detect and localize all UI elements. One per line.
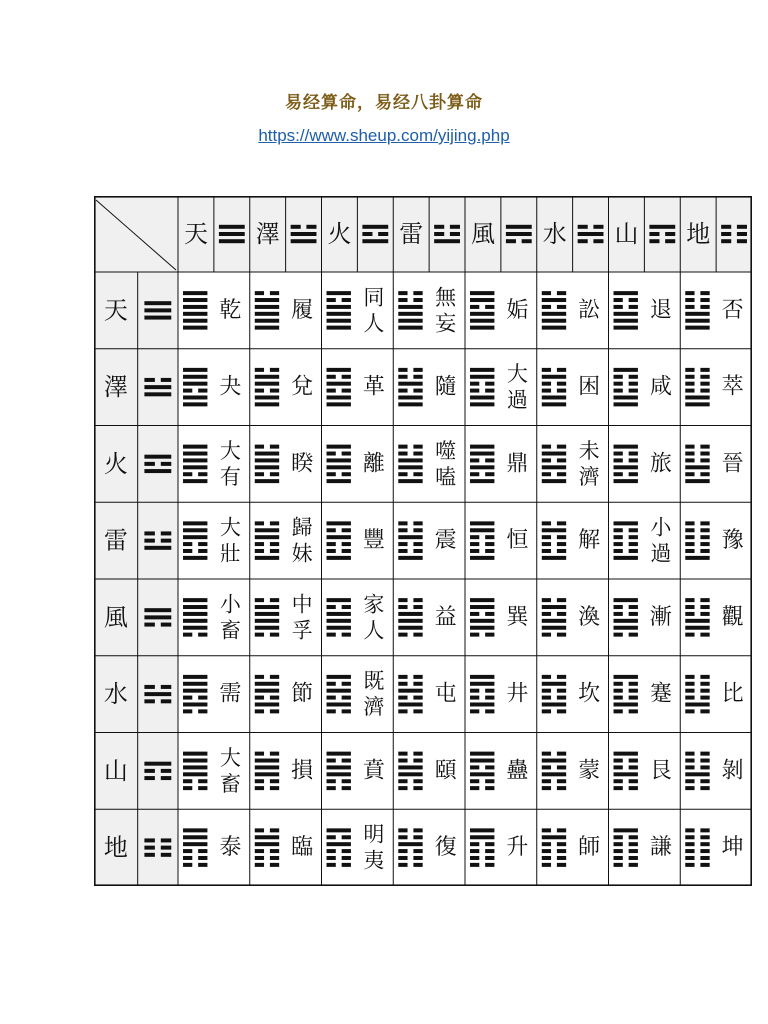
hexagram-icon (470, 598, 494, 637)
hexagram-icon (398, 828, 422, 867)
hexagram-name: 姤 (506, 297, 529, 323)
column-header-label: 地 (686, 220, 711, 248)
hexagram-icon (470, 675, 494, 714)
hexagram-name: 謙 (649, 835, 672, 861)
hexagram-icon (183, 598, 207, 637)
hexagram-name: 小過 (650, 515, 672, 566)
row-header-label: 地 (103, 833, 128, 862)
hexagram-icon (614, 598, 638, 637)
hexagram-icon (398, 368, 422, 407)
hexagram-icon (183, 521, 207, 560)
hexagram-name: 鼎 (506, 451, 529, 477)
hexagram-name: 剝 (721, 758, 744, 784)
hexagram-name: 困 (578, 374, 601, 400)
hexagram-name: 乾 (219, 297, 242, 323)
hexagram-icon (542, 828, 566, 867)
hexagram-name: 解 (578, 528, 601, 554)
row-header-label: 天 (103, 296, 128, 325)
hexagram-name: 大過 (506, 362, 528, 413)
hexagram-icon (470, 521, 494, 560)
hexagram-name: 坤 (721, 835, 744, 861)
hexagram-icon (255, 521, 279, 560)
row-trigram-icon (144, 301, 171, 319)
hexagram-icon (327, 675, 351, 714)
hexagram-name: 屯 (434, 681, 457, 707)
hexagram-name: 蹇 (649, 681, 672, 707)
hexagram-icon (183, 368, 207, 407)
source-url-link[interactable]: https://www.sheup.com/yijing.php (258, 126, 510, 145)
hexagram-icon (614, 368, 638, 407)
hexagram-name: 節 (291, 681, 314, 707)
hexagram-name: 無妄 (435, 285, 457, 336)
hexagram-icon (542, 598, 566, 637)
hexagram-icon (183, 828, 207, 867)
hexagram-name: 師 (578, 835, 601, 861)
hexagram-name: 升 (506, 835, 529, 861)
hexagram-icon (470, 752, 494, 791)
hexagram-icon (685, 521, 709, 560)
hexagram-name: 井 (506, 681, 529, 707)
hexagram-name: 艮 (649, 758, 672, 784)
hexagram-icon (542, 445, 566, 484)
hexagram-icon (685, 598, 709, 637)
hexagram-icon (614, 521, 638, 560)
row-header-label: 水 (103, 680, 128, 709)
hexagram-icon (398, 291, 422, 330)
hexagram-icon (542, 675, 566, 714)
hexagram-icon (327, 445, 351, 484)
hexagram-name: 大有 (219, 438, 241, 489)
hexagram-icon (327, 291, 351, 330)
hexagram-icon (542, 368, 566, 407)
hexagram-name: 家人 (363, 592, 385, 643)
hexagram-name: 觀 (721, 604, 744, 630)
hexagram-name: 夬 (219, 374, 242, 400)
hexagram-icon (183, 445, 207, 484)
hexagram-name: 恒 (506, 528, 529, 554)
hexagram-icon (327, 368, 351, 407)
hexagram-icon (255, 752, 279, 791)
hexagram-name: 大畜 (219, 745, 241, 796)
hexagram-icon (614, 445, 638, 484)
hexagram-name: 噬嗑 (435, 438, 457, 489)
hexagram-name: 復 (434, 835, 457, 861)
hexagram-icon (685, 828, 709, 867)
hexagram-name: 渙 (578, 604, 601, 630)
hexagram-icon (327, 521, 351, 560)
column-trigram-icon (219, 225, 245, 243)
hexagram-name: 泰 (219, 835, 242, 861)
column-header-label: 水 (542, 220, 567, 248)
hexagram-icon (614, 828, 638, 867)
row-header-label: 風 (103, 603, 128, 632)
hexagram-name: 比 (721, 681, 744, 707)
hexagram-icon (470, 828, 494, 867)
column-header-label: 澤 (255, 220, 280, 248)
hexagram-icon (398, 598, 422, 637)
hexagram-icon (470, 368, 494, 407)
hexagram-icon (470, 291, 494, 330)
column-header-label: 風 (470, 220, 495, 248)
hexagram-icon (685, 675, 709, 714)
hexagram-icon (685, 368, 709, 407)
hexagram-name: 未濟 (578, 438, 600, 489)
hexagram-name: 頤 (434, 758, 457, 784)
hexagram-icon (470, 445, 494, 484)
hexagram-icon (398, 752, 422, 791)
hexagram-icon (255, 291, 279, 330)
hexagram-name: 睽 (291, 451, 314, 477)
hexagram-icon (255, 445, 279, 484)
hexagram-name: 咸 (649, 374, 672, 400)
hexagram-icon (542, 521, 566, 560)
hexagram-name: 兌 (291, 374, 314, 400)
column-header-label: 雷 (399, 220, 424, 248)
row-header-label: 山 (103, 756, 128, 785)
hexagram-icon (183, 752, 207, 791)
hexagram-icon (398, 675, 422, 714)
hexagram-name: 損 (291, 758, 314, 784)
hexagram-name: 歸妹 (291, 515, 313, 566)
hexagram-name: 坎 (578, 681, 601, 707)
row-header-label: 澤 (103, 373, 128, 402)
hexagram-name: 大壯 (219, 515, 241, 566)
hexagram-name: 離 (362, 451, 385, 477)
hexagram-table (94, 196, 752, 886)
hexagram-icon (542, 291, 566, 330)
column-header-label: 天 (183, 220, 208, 248)
hexagram-name: 小畜 (219, 592, 241, 643)
hexagram-icon (542, 752, 566, 791)
column-header-label: 火 (327, 220, 352, 248)
hexagram-name: 臨 (291, 835, 314, 861)
hexagram-name: 蒙 (578, 758, 601, 784)
row-header-label: 雷 (103, 526, 128, 555)
hexagram-name: 益 (434, 604, 457, 630)
hexagram-name: 豫 (721, 528, 744, 554)
hexagram-icon (327, 598, 351, 637)
hexagram-name: 明夷 (363, 822, 385, 873)
hexagram-icon (255, 828, 279, 867)
hexagram-icon (398, 521, 422, 560)
column-header-label: 山 (614, 220, 639, 248)
hexagram-name: 既濟 (363, 669, 385, 720)
hexagram-icon (327, 828, 351, 867)
hexagram-icon (614, 675, 638, 714)
hexagram-icon (685, 291, 709, 330)
hexagram-icon (398, 445, 422, 484)
hexagram-name: 蠱 (506, 758, 529, 784)
hexagram-icon (255, 675, 279, 714)
hexagram-name: 晉 (721, 451, 744, 477)
hexagram-icon (614, 291, 638, 330)
hexagram-name: 革 (362, 374, 385, 400)
hexagram-name: 退 (649, 297, 672, 323)
hexagram-name: 隨 (434, 374, 457, 400)
hexagram-icon (183, 675, 207, 714)
hexagram-name: 訟 (578, 297, 601, 323)
row-header-label: 火 (103, 449, 128, 478)
hexagram-name: 賁 (362, 758, 385, 784)
hexagram-icon (183, 291, 207, 330)
hexagram-name: 需 (219, 681, 242, 707)
hexagram-name: 同人 (363, 285, 385, 336)
hexagram-name: 豐 (362, 528, 385, 554)
hexagram-icon (255, 598, 279, 637)
hexagram-icon (685, 752, 709, 791)
hexagram-icon (685, 445, 709, 484)
hexagram-name: 否 (721, 297, 744, 323)
hexagram-name: 中孚 (291, 592, 313, 643)
hexagram-icon (327, 752, 351, 791)
hexagram-name: 巽 (506, 604, 529, 630)
hexagram-name: 震 (434, 528, 457, 554)
page-title: 易经算命，易经八卦算命 (285, 93, 483, 113)
hexagram-icon (255, 368, 279, 407)
hexagram-name: 漸 (649, 604, 672, 630)
hexagram-name: 履 (291, 297, 314, 323)
hexagram-name: 萃 (721, 374, 744, 400)
hexagram-icon (614, 752, 638, 791)
hexagram-name: 旅 (649, 451, 672, 477)
